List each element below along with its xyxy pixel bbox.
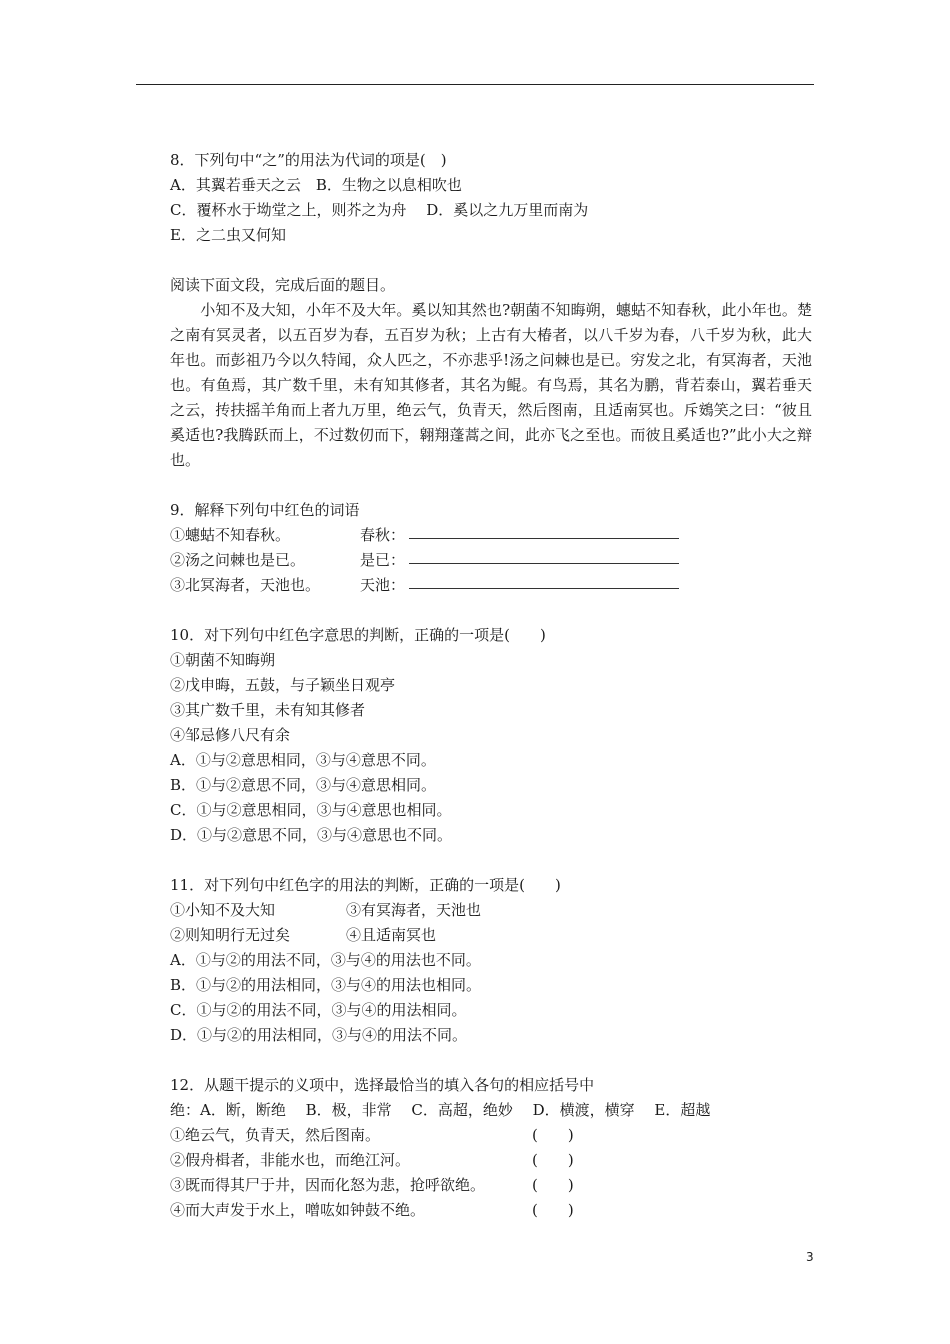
page-number: 3: [806, 1250, 814, 1264]
q11-option: A．①与②的用法不同，③与④的用法也不同。: [170, 951, 481, 969]
q12-stem: 12．从题干提示的义项中，选择最恰当的填入各句的相应括号中: [170, 1076, 595, 1094]
q10-item: ④邹忌修八尺有余: [170, 726, 291, 744]
q9-word: 天池：: [360, 576, 406, 594]
q12-sentence: ①绝云气，负青天，然后图南。: [170, 1126, 381, 1144]
q10-item: ①朝菌不知晦朔: [170, 651, 276, 669]
q11-item: ④且适南冥也: [346, 926, 437, 944]
q11-item-row: [170, 898, 810, 923]
answer-paren[interactable]: ( ): [532, 1176, 574, 1194]
q9-sentence: ③北冥海者，天池也。: [170, 576, 321, 594]
q11-option: D．①与②的用法相同，③与④的用法不同。: [170, 1026, 468, 1044]
q12-item: [170, 1198, 810, 1223]
q12-sentence: ④而大声发于水上，噌吰如钟鼓不绝。: [170, 1201, 426, 1219]
q9-item: [170, 548, 810, 573]
q10-option: D．①与②意思不同，③与④意思也不同。: [170, 826, 453, 844]
q9-sentence: ②汤之问棘也是已。: [170, 551, 306, 569]
q11-item-row: [170, 923, 810, 948]
q9-item: [170, 573, 810, 598]
q10-option: C．①与②意思相同，③与④意思也相同。: [170, 801, 452, 819]
q9-sentence: ①蟪蛄不知春秋。: [170, 526, 291, 544]
q9-item: [170, 523, 810, 548]
q10-item: ③其广数千里，未有知其修者: [170, 701, 366, 719]
header-rule: [136, 84, 814, 85]
q11-item: ②则知明行无过矣: [170, 926, 291, 944]
q8-option-row: A．其翼若垂天之云 B．生物之以息相吹也: [170, 176, 462, 194]
q12-sentence: ③既而得其尸于井，因而化怒为悲，抢呼欲绝。: [170, 1176, 486, 1194]
q11-option: C．①与②的用法不同，③与④的用法相同。: [170, 1001, 467, 1019]
q11-item: ③有冥海者，天池也: [346, 901, 482, 919]
q10-option: A．①与②意思相同，③与④意思不同。: [170, 751, 436, 769]
q8-stem: 8．下列句中“之”的用法为代词的项是( ): [170, 151, 447, 169]
page-content: [170, 148, 810, 1223]
q8-option-row: E．之二虫又何知: [170, 226, 286, 244]
q11-item: ①小知不及大知: [170, 901, 276, 919]
q12-senses: 绝：A．断，断绝 B．极，非常 C．高超，绝妙 D．横渡，横穿 E．超越: [170, 1101, 711, 1119]
q9-stem: 9．解释下列句中红色的词语: [170, 501, 360, 519]
answer-paren[interactable]: ( ): [532, 1201, 574, 1219]
passage-text: 小知不及大知，小年不及大年。奚以知其然也?朝菌不知晦朔，蟪蛄不知春秋，此小年也。楚之南有冥灵者，以五百岁为春，五百岁为秋；上古有大椿者，以八千岁为春，八千岁为秋，此大年也。而彭祖乃今以久特闻，众人匹之，不亦悲乎!汤之问棘也是已。穷发之北，有冥海者，天池也。有鱼焉，其广数千里，未有知其修者，其名为鲲。有鸟焉，其名为鹏，背若泰山，翼若垂天之云，抟扶摇羊角而上者九万里，绝云气，负青天，然后图南，且适南冥也。斥鴳笑之曰：“彼且奚适也?我腾跃而上，不过数仞而下，翱翔蓬蒿之间，此亦飞之至也。而彼且奚适也?”此小大之辩也。: [170, 301, 812, 469]
answer-paren[interactable]: ( ): [532, 1151, 574, 1169]
answer-paren[interactable]: ( ): [532, 1126, 574, 1144]
q8-option-row: C．覆杯水于坳堂之上，则芥之为舟 D．奚以之九万里而南为: [170, 201, 589, 219]
answer-blank[interactable]: [409, 523, 679, 539]
q11-option: B．①与②的用法相同，③与④的用法也相同。: [170, 976, 482, 994]
q10-item: ②戊申晦，五鼓，与子颖坐日观亭: [170, 676, 396, 694]
passage-intro: 阅读下面文段，完成后面的题目。: [170, 276, 396, 294]
q9-word: 春秋：: [360, 526, 406, 544]
q12-item: [170, 1148, 810, 1173]
q12-sentence: ②假舟楫者，非能水也，而绝江河。: [170, 1151, 411, 1169]
answer-blank[interactable]: [409, 573, 679, 589]
q11-stem: 11．对下列句中红色字的用法的判断，正确的一项是( ): [170, 876, 561, 894]
answer-blank[interactable]: [409, 548, 679, 564]
q12-item: [170, 1123, 810, 1148]
q9-word: 是已：: [360, 551, 406, 569]
q12-item: [170, 1173, 810, 1198]
q10-stem: 10．对下列句中红色字意思的判断，正确的一项是( ): [170, 626, 546, 644]
q10-option: B．①与②意思不同，③与④意思相同。: [170, 776, 437, 794]
